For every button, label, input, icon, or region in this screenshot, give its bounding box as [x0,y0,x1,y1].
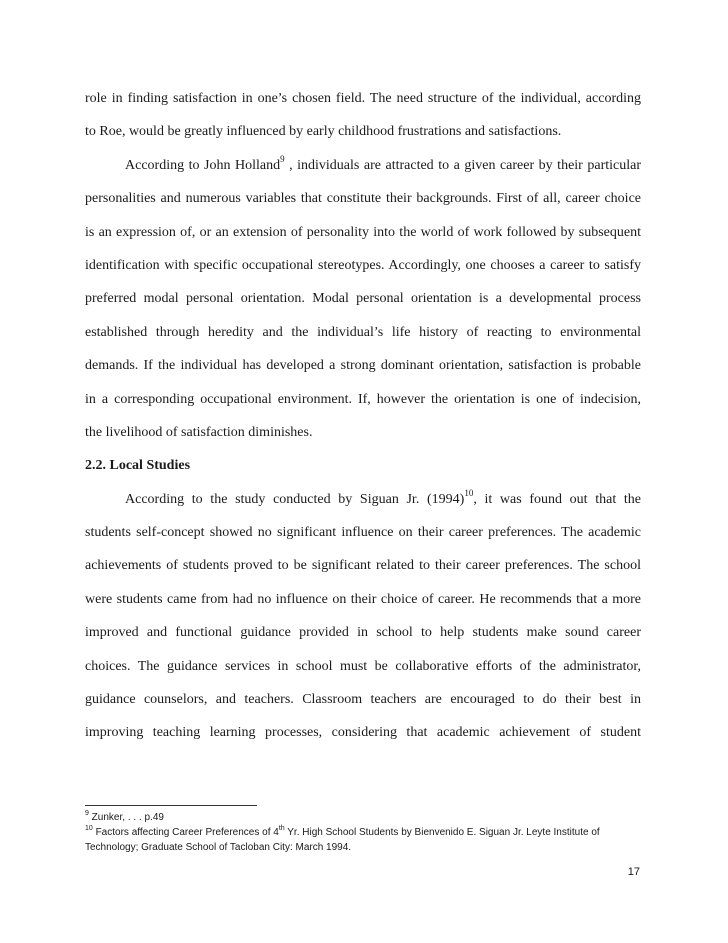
text-line: achievements of students proved to be significant related to their career preferences. The school [85,558,641,574]
footnote-mark: 10 [85,824,93,832]
text-line: improving teaching learning processes, considering that academic achievement of student [85,725,641,741]
text-line [85,149,641,182]
text-line: guidance counselors, and teachers. Classroom teachers are encouraged to do their best in [85,692,641,708]
text-line: established through heredity and the individual’s life history of reacting to environmental [85,324,641,340]
text-line: identification with specific occupational stereotypes. Accordingly, one chooses a career to satisfy [85,257,641,273]
text-line: role in finding satisfaction in one’s chosen field. The need structure of the individual, according [85,91,641,106]
text-span: According to the study conducted by Siguan Jr. (1994) [125,491,465,507]
text-line: improved and functional guidance provided in school to help students make sound career [85,625,641,641]
footnote-text: Yr. High School Students by Bienvenido E. Siguan Jr. Leyte Institute of [284,827,600,838]
footnote-divider [85,805,257,806]
text-line: choices. The guidance services in school must be collaborative efforts of the administrator, [85,658,641,674]
text-line: the livelihood of satisfaction diminishes. [85,424,313,440]
text-line: is an expression of, or an extension of personality into the world of work followed by subsequent [85,224,641,240]
text-span: , individuals are attracted to a given career by their particular [284,157,641,173]
text-line: to Roe, would be greatly influenced by early childhood frustrations and satisfactions. [85,124,562,140]
text-line: demands. If the individual has developed a strong dominant orientation, satisfaction is probable [85,358,641,374]
text-line [85,483,641,516]
superscript-th: th [278,824,285,832]
text-line: personalities and numerous variables that constitute their backgrounds. First of all, career choice [85,191,641,207]
text-line: were students came from had no influence on their choice of career. He recommends that a more [85,591,641,607]
footnote-ref-10[interactable]: 10 [464,488,474,499]
text-span: According to John Holland [125,157,281,173]
footnote-ref-9[interactable]: 9 [280,154,285,165]
page-number: 17 [627,866,640,878]
text-line: students self-concept showed no significant influence on their career preferences. The academic [85,525,641,541]
footnote-10 [85,825,665,840]
footnote-text: Factors affecting Career Preferences of 4 [92,827,279,838]
text-span: , it was found out that the [473,491,641,507]
body-text [85,82,641,750]
footnote-text: Zunker, . . . p.49 [88,812,164,823]
text-line: in a corresponding occupational environment. If, however the orientation is one of indecision, [85,391,641,407]
footnote-9 [85,810,665,825]
footnote-mark: 9 [85,809,89,817]
section-heading: 2.2. Local Studies [85,458,191,474]
footnote-10-continuation: Technology; Graduate School of Tacloban City: March 1994. [85,842,352,853]
footnotes [85,810,665,855]
text-line: preferred modal personal orientation. Modal personal orientation is a developmental process [85,291,641,307]
